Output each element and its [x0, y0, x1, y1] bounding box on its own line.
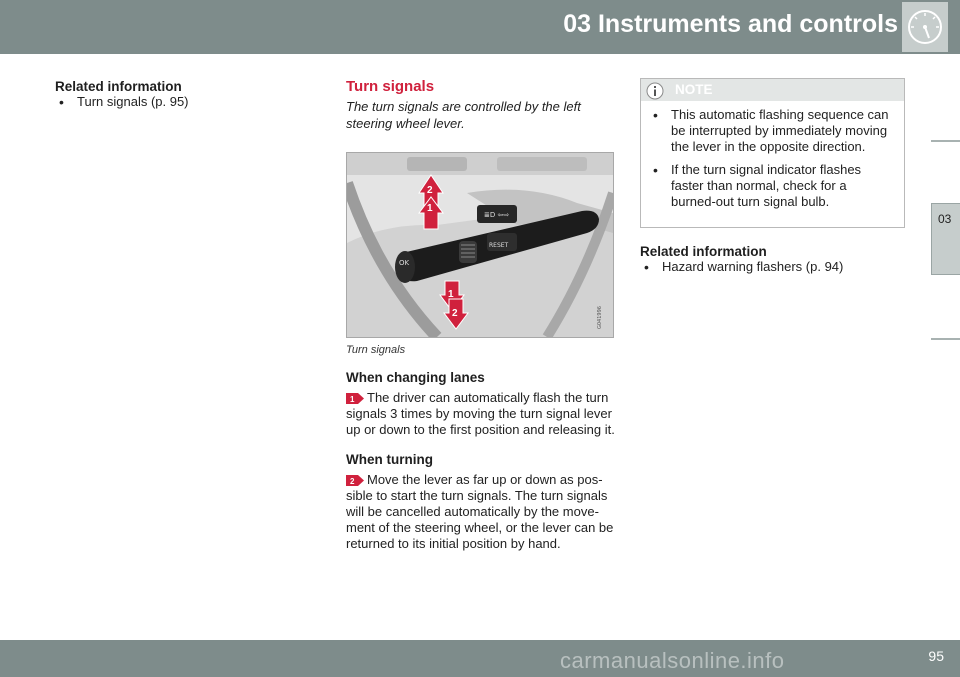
- right-column: [640, 78, 906, 275]
- related-information-heading: Related information: [55, 79, 182, 94]
- side-divider: [931, 338, 960, 340]
- note-item: • This automatic flashing sequence can be interrupted by immediately moving the lever in the opposite direction.: [649, 107, 894, 155]
- callout-1-up: 1: [427, 203, 433, 214]
- page-number: 95: [928, 648, 944, 664]
- page-header: [0, 0, 960, 54]
- note-header: [641, 79, 904, 101]
- note-box: [640, 78, 905, 228]
- chapter-title: 03 Instruments and controls: [563, 10, 898, 38]
- turn-signal-figure: [346, 152, 614, 338]
- steering-lever-illustration: [347, 153, 613, 337]
- chapter-side-tab[interactable]: [931, 203, 960, 275]
- svg-text:2: 2: [350, 477, 355, 486]
- changing-lanes-paragraph: [346, 390, 616, 438]
- callout-2-down: 2: [452, 308, 458, 319]
- turning-paragraph: [346, 472, 616, 552]
- info-icon: [646, 82, 664, 100]
- chapter-icon-box: [902, 2, 948, 52]
- side-divider: [931, 140, 960, 142]
- watermark: carmanualsonline.info: [560, 648, 785, 673]
- speedometer-icon: [907, 9, 943, 45]
- callout-2-badge-icon: [346, 475, 364, 486]
- callout-2-up: 2: [427, 185, 433, 196]
- figure-caption: Turn signals: [346, 344, 406, 356]
- note-body: [641, 101, 904, 227]
- related-information-heading: Related information: [640, 244, 767, 259]
- svg-text:≣D ⇦⇨: ≣D ⇦⇨: [484, 211, 510, 219]
- page-footer: [0, 640, 960, 677]
- callout-1-down: 1: [448, 289, 454, 300]
- figure-code: G041996: [597, 306, 603, 329]
- reset-label: RESET: [489, 242, 509, 249]
- main-column: [346, 78, 616, 566]
- turning-heading: When turning: [346, 452, 433, 467]
- section-intro: The turn signals are controlled by the left steering wheel lever.: [346, 99, 581, 131]
- svg-text:1: 1: [350, 395, 355, 404]
- related-link[interactable]: • Turn signals (p. 95): [55, 94, 315, 110]
- ok-label: OK: [399, 259, 410, 267]
- note-item: • If the turn signal indicator flashes faster than normal, check for a burned-out turn signal bulb.: [649, 162, 894, 210]
- turning-text: Move the lever as far up or down as pos-sible to start the turn signals. The turn signals will be cancelled automatically by the move-ment of the steering wheel, or the lever can be returned to its initial position by hand.: [346, 472, 614, 551]
- note-label: NOTE: [675, 82, 713, 97]
- related-information-list: [55, 94, 315, 110]
- changing-lanes-text: The driver can automatically flash the turn signals 3 times by moving the turn signal lever up or down to the first position and releasing it.: [346, 390, 615, 437]
- section-title: Turn signals: [346, 78, 435, 95]
- note-list: [649, 107, 894, 210]
- related-information-list: [640, 259, 906, 275]
- changing-lanes-heading: When changing lanes: [346, 370, 485, 385]
- chapter-side-tab-label: 03: [938, 212, 952, 226]
- left-column: [55, 79, 315, 110]
- callout-1-badge-icon: [346, 393, 364, 404]
- related-link[interactable]: • Hazard warning flashers (p. 94): [640, 259, 906, 275]
